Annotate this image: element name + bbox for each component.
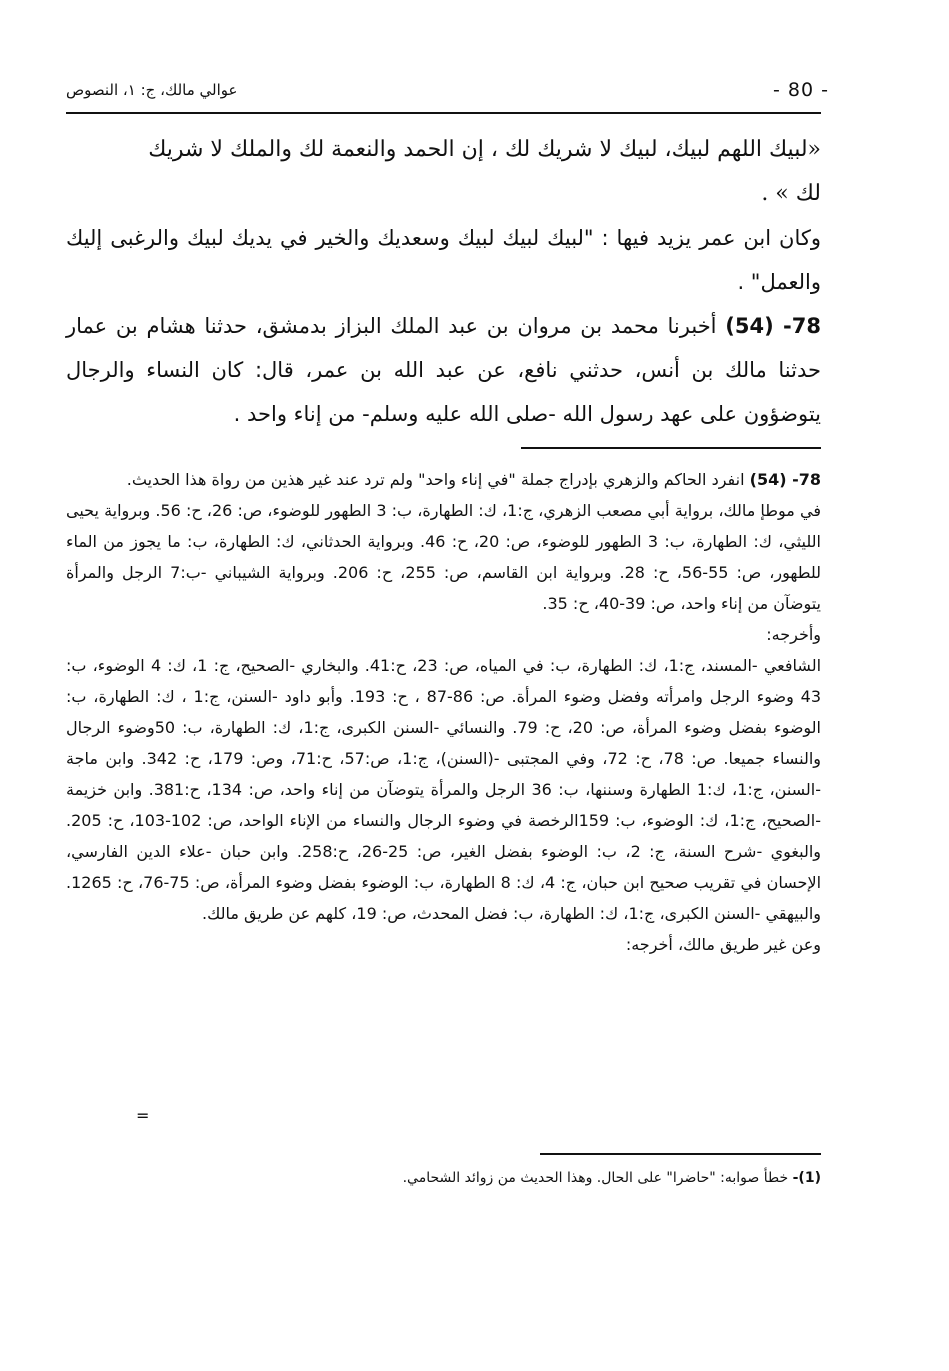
running-title: عوالي مالك، ج: ١، النصوص [66, 81, 238, 99]
footnote-marker: (1)- [792, 1170, 821, 1186]
footnote [66, 1165, 821, 1191]
footnote-line [66, 1165, 821, 1191]
takhrij-notes [66, 464, 821, 960]
footnote-separator [540, 1153, 821, 1155]
muwatta-references: في موطإ مالك، برواية أبي مصعب الزهري، ج:1، ك: الطهارة، ب: 3 الطهور للوضوء، ص: 26، ح: 56. وبرواية يحيى الليثي، ك: الطهارة، ب: 3 الطهور للوضوء، ص: 20، ح: 46. وبرواية الحدثاني، ك: الطهارة، ب: ما يجوز من الماء للطهور، ص: 55-56، ح: 28. وبرواية ابن القاسم، ص: 255، ح: 206. وبرواية الشيباني -ب:7 الرجل والمرأة يتوضآن من إناء واحد، ص: 39-40، ح: 35. [66, 501, 822, 613]
header-rule [66, 112, 821, 114]
akhrajahu-heading: وأخرجه: [766, 625, 821, 644]
hadith-number: 78- (54) [725, 314, 821, 338]
main-text [66, 128, 821, 436]
quote-line-2: لك » . [761, 181, 821, 206]
ibn-umar-addition: وكان ابن عمر يزيد فيها : "لبيك لبيك لبيك وسعديك والخير في يديك لبيك والرغبى إليك والعمل" . [66, 226, 821, 294]
page-number: - 80 - [773, 79, 829, 101]
footnote-text: خطأ صوابه: "حاضرا" على الحال. وهذا الحديث من زوائد الشحامي. [402, 1170, 793, 1186]
hadith-text: أخبرنا محمد بن مروان بن عبد الملك البزاز بدمشق، حدثنا هشام بن عمار حدثنا مالك بن أنس، حدثني نافع، عن عبد الله بن عمر، قال: كان النساء والرجال يتوضؤون على عهد رسول الله -صلى الله عليه وسلم- من إناء واحد . [66, 314, 821, 426]
other-route-line: وعن غير طريق مالك، أخرجه: [625, 935, 821, 954]
other-references: الشافعي -المسند، ج:1، ك: الطهارة، ب: في المياه، ص: 23، ح:41. والبخاري -الصحيح، ج: 1، ك: 4 الوضوء، ب: 43 وضوء الرجل وامرأته وفضل وضوء المرأة. ص: 86-87 ، ح: 193. وأبو داود -السنن، ج:1 ، ك: الطهارة، ب: الوضوء بفضل وضوء المرأة، ص: 20، ح: 79. والنسائي -السنن الكبرى، ج:1، ك: الطهارة، ب: 50وضوء الرجال والنساء جميعا. ص: 78، ح: 72، وفي المجتبى -(السنن)، ج:1، ص:57، ح:71، وص: 179، ح: 342. وابن ماجة -السنن، ج:1، ك:1 الطهارة وسننها، ب: 36 الرجل والمرأة يتوضآن من إناء واحد، ص: 134، ح:381. وابن خزيمة -الصحيح، ج:1، ك: الوضوء، ب: 159الرخصة في وضوء الرجال والنساء من الإناء الواحد، ص: 102-103، ح: 205. والبغوي -شرح السنة، ج: 2، ب: الوضوء بفضل الغير، ص: 25-26، ح:258. وابن حبان -علاء الدين الفارسي، الإحسان في تقريب صحيح ابن حبان، ج: 4، ك: 8 الطهارة، ب: الوضوء بفضل وضوء المرأة، ص: 75-76، ح: 1265. والبيهقي -السنن الكبرى، ج:1، ك: الطهارة، ب: فضل المحدث، ص: 19، كلهم عن طريق مالك. [66, 656, 822, 923]
notes-intro-text: انفرد الحاكم والزهري بإدراج جملة "في إناء واحد" ولم ترد عند غير هذين من رواة هذا الحديث. [126, 470, 750, 489]
notes-number: 78- (54) [749, 470, 821, 489]
notes-separator [521, 447, 821, 449]
continuation-mark: = [136, 1106, 150, 1125]
quote-line-1: «لبيك اللهم لبيك، لبيك لا شريك لك ، إن الحمد والنعمة لك والملك لا شريك [148, 137, 821, 162]
notes-intro [66, 464, 821, 495]
hadith-paragraph [66, 304, 821, 436]
page-header [66, 72, 829, 108]
